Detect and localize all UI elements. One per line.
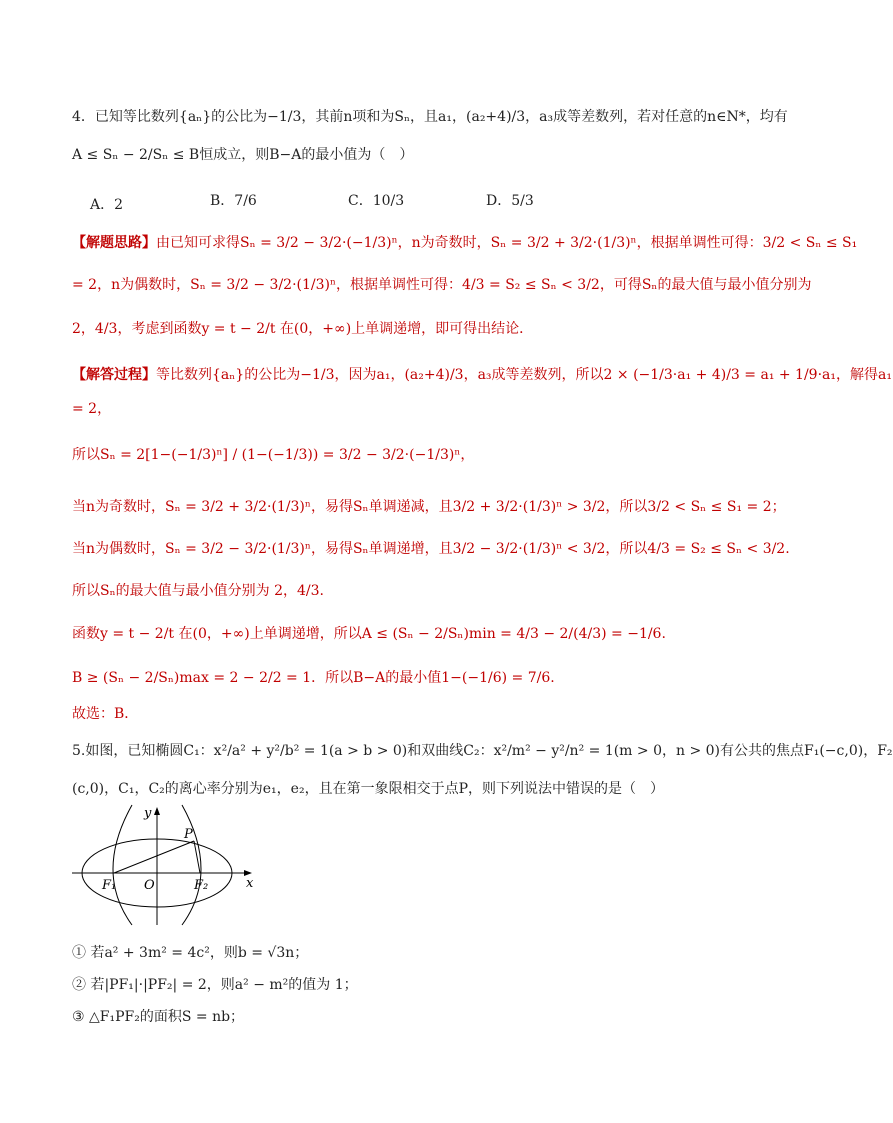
option-b: B．7/6 xyxy=(210,193,257,209)
q4-stem-line1: 4．已知等比数列{aₙ}的公比为−1/3，其前n项和为Sₙ，且a₁，(a₂+4)/3，a₃成等差数列，若对任意的n∈N*，均有 xyxy=(72,109,788,125)
option-c: C．10/3 xyxy=(348,193,405,209)
analysis-line1 xyxy=(72,234,857,252)
hyperbola-left-branch xyxy=(113,805,132,925)
y-axis-arrow xyxy=(154,807,160,815)
label-o: O xyxy=(144,878,155,893)
solution-line4: 当n为奇数时，Sₙ = 3/2 + 3/2·(1/3)ⁿ，易得Sₙ单调递减，且3/2 + 3/2·(1/3)ⁿ > 3/2，所以3/2 < Sₙ ≤ S₁ = 2； xyxy=(72,499,786,515)
solution-line7: 函数y = t − 2/t 在(0，+∞)上单调递增，所以A ≤ (Sₙ − 2/Sₙ)min = 4/3 − 2/(4/3) = −1/6. xyxy=(72,626,666,642)
analysis-line3: 2，4/3，考虑到函数y = t − 2/t 在(0，+∞)上单调递增，即可得出结论． xyxy=(72,321,534,337)
statement-3-text: △F₁PF₂的面积S = nb； xyxy=(89,1009,245,1025)
option-d: D．5/3 xyxy=(486,193,534,209)
option-a: A．2 xyxy=(90,197,124,213)
solution-line1 xyxy=(72,366,892,384)
statement-1 xyxy=(72,944,308,962)
q5-stem-line2: (c,0)，C₁，C₂的离心率分别为e₁，e₂，且在第一象限相交于点P，则下列说法中错误的是（ ） xyxy=(72,781,664,797)
solution-line3: 所以Sₙ = 2[1−(−1/3)ⁿ] / (1−(−1/3)) = 3/2 − 3/2·(−1/3)ⁿ， xyxy=(72,447,475,463)
ellipse-hyperbola-figure xyxy=(72,803,258,927)
segment-pf1 xyxy=(114,841,194,873)
statement-1-mark: ① xyxy=(72,945,86,961)
analysis-line2: = 2，n为偶数时，Sₙ = 3/2 − 3/2·(1/3)ⁿ，根据单调性可得：4/3 = S₂ ≤ Sₙ < 3/2，可得Sₙ的最大值与最小值分别为 xyxy=(72,277,812,293)
segment-pf2 xyxy=(194,841,200,873)
solution-tag: 【解答过程】 xyxy=(72,367,156,383)
solution-line9: 故选：B． xyxy=(72,706,139,722)
label-p: P xyxy=(184,827,193,842)
solution-text-1: 等比数列{aₙ}的公比为−1/3，因为a₁，(a₂+4)/3，a₃成等差数列，所以2 × (−1/3·a₁ + 4)/3 = a₁ + 1/9·a₁，解得a₁ xyxy=(156,367,892,383)
label-f1: F₁ xyxy=(102,878,117,893)
solution-line2: = 2， xyxy=(72,401,112,417)
solution-line6: 所以Sₙ的最大值与最小值分别为 2，4/3. xyxy=(72,583,324,599)
solution-line8: B ≥ (Sₙ − 2/Sₙ)max = 2 − 2/2 = 1．所以B−A的最小值1−(−1/6) = 7/6. xyxy=(72,670,555,686)
statement-3 xyxy=(72,1008,244,1026)
label-f2: F₂ xyxy=(194,878,209,893)
label-x: x xyxy=(246,876,254,891)
analysis-text-1: 由已知可求得Sₙ = 3/2 − 3/2·(−1/3)ⁿ，n为奇数时，Sₙ = 3/2 + 3/2·(1/3)ⁿ，根据单调性可得：3/2 < Sₙ ≤ S₁ xyxy=(156,235,858,251)
statement-3-mark: ③ xyxy=(72,1009,85,1025)
solution-line5: 当n为偶数时，Sₙ = 3/2 − 3/2·(1/3)ⁿ，易得Sₙ单调递增，且3/2 − 3/2·(1/3)ⁿ < 3/2，所以4/3 = S₂ ≤ Sₙ < 3/2. xyxy=(72,541,790,557)
q4-stem-line2: A ≤ Sₙ − 2/Sₙ ≤ B恒成立，则B−A的最小值为（ ） xyxy=(72,147,414,163)
statement-2-mark: ② xyxy=(72,977,86,993)
statement-2 xyxy=(72,976,358,994)
statement-2-text: 若|PF₁|·|PF₂| = 2，则a² − m²的值为 1； xyxy=(90,977,358,993)
label-y: y xyxy=(144,806,152,821)
statement-1-text: 若a² + 3m² = 4c²，则b = √3n； xyxy=(90,945,309,961)
q5-stem-line1: 5.如图，已知椭圆C₁：x²/a² + y²/b² = 1(a > b > 0)和双曲线C₂：x²/m² − y²/n² = 1(m > 0，n > 0)有公共的焦点F₁(−c,0)，F₂ xyxy=(72,743,893,759)
analysis-tag: 【解题思路】 xyxy=(72,235,156,251)
